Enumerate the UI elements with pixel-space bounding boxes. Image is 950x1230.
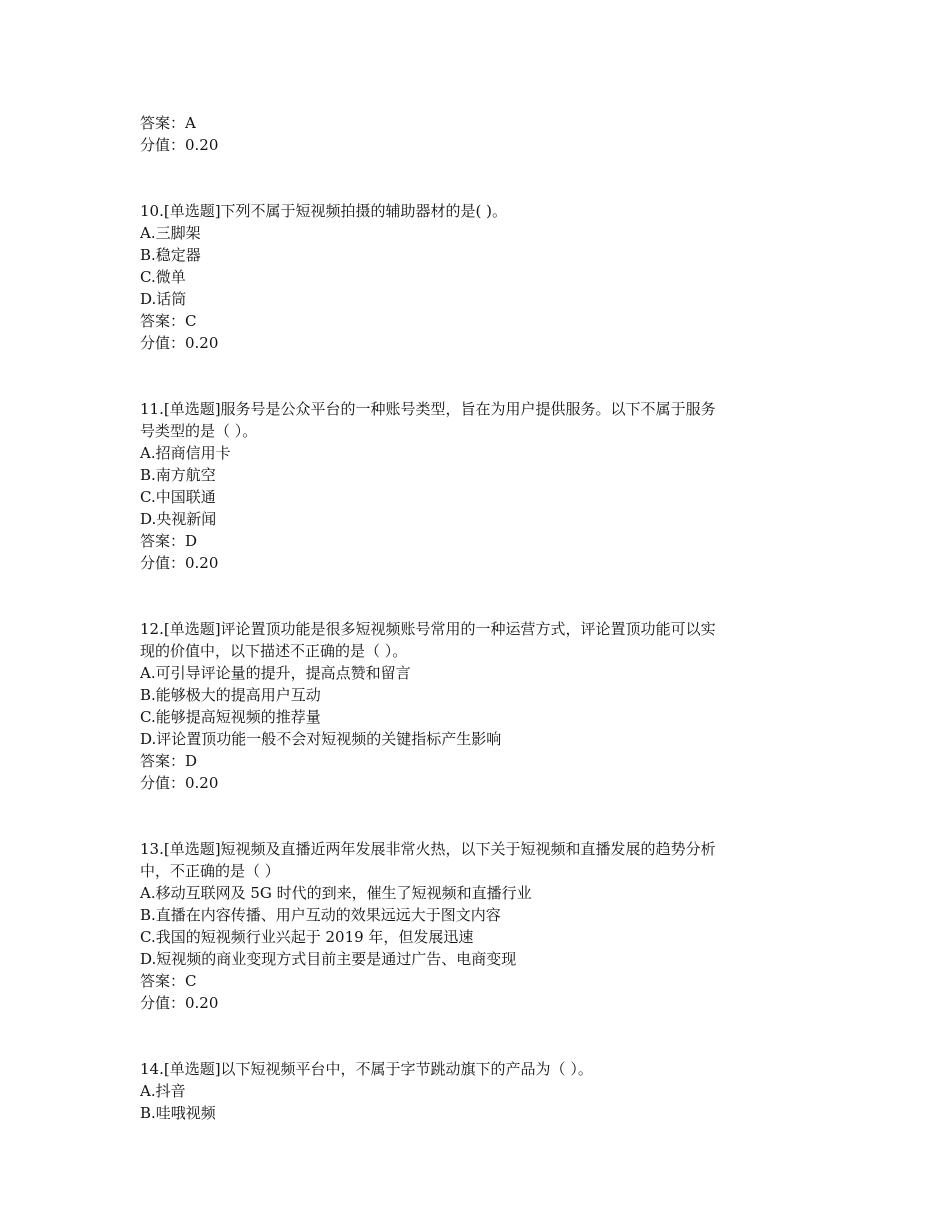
option-a: A.移动互联网及 5G 时代的到来，催生了短视频和直播行业	[140, 884, 532, 902]
option-a: A.招商信用卡	[140, 444, 231, 462]
option-c: C.能够提高短视频的推荐量	[140, 708, 321, 726]
question-stem-continued: 中，不正确的是（ ）	[140, 862, 280, 880]
spacer	[140, 574, 820, 618]
question-stem: 13.[单选题]短视频及直播近两年发展非常火热，以下关于短视频和直播发展的趋势分析	[140, 840, 716, 858]
spacer	[140, 1014, 820, 1058]
option-a: A.三脚架	[140, 224, 201, 242]
option-b: B.南方航空	[140, 466, 216, 484]
question-stem: 12.[单选题]评论置顶功能是很多短视频账号常用的一种运营方式，评论置顶功能可以实	[140, 620, 716, 638]
option-a: A.可引导评论量的提升，提高点赞和留言	[140, 664, 411, 682]
option-d: D.评论置顶功能一般不会对短视频的关键指标产生影响	[140, 730, 502, 748]
answer-line: 答案：C	[140, 972, 197, 990]
question-12	[140, 618, 820, 794]
question-stem-continued: 号类型的是（ ）。	[140, 422, 258, 440]
previous-question-tail	[140, 112, 820, 156]
option-d: D.话筒	[140, 290, 187, 308]
score-line: 分值：0.20	[140, 994, 219, 1012]
spacer	[140, 354, 820, 398]
question-13	[140, 838, 820, 1014]
score-line: 分值：0.20	[140, 774, 219, 792]
option-b: B.哇哦视频	[140, 1104, 216, 1122]
option-b: B.稳定器	[140, 246, 201, 264]
option-a: A.抖音	[140, 1082, 186, 1100]
question-stem: 10.[单选题]下列不属于短视频拍摄的辅助器材的是( )。	[140, 202, 508, 220]
answer-line: 答案：D	[140, 532, 198, 550]
answer-line: 答案：D	[140, 752, 198, 770]
document-page	[140, 112, 820, 1124]
answer-line: 答案：C	[140, 312, 197, 330]
answer-line: 答案：A	[140, 114, 196, 132]
question-10	[140, 200, 820, 354]
score-line: 分值：0.20	[140, 136, 219, 154]
question-11	[140, 398, 820, 574]
option-b: B.直播在内容传播、用户互动的效果远远大于图文内容	[140, 906, 501, 924]
option-c: C.我国的短视频行业兴起于 2019 年，但发展迅速	[140, 928, 474, 946]
spacer	[140, 156, 820, 200]
option-d: D.央视新闻	[140, 510, 217, 528]
spacer	[140, 794, 820, 838]
question-stem-continued: 现的价值中，以下描述不正确的是（ ）。	[140, 642, 408, 660]
question-stem: 14.[单选题]以下短视频平台中，不属于字节跳动旗下的产品为（ ）。	[140, 1060, 593, 1078]
option-b: B.能够极大的提高用户互动	[140, 686, 321, 704]
option-d: D.短视频的商业变现方式目前主要是通过广告、电商变现	[140, 950, 517, 968]
score-line: 分值：0.20	[140, 334, 219, 352]
question-stem: 11.[单选题]服务号是公众平台的一种账号类型，旨在为用户提供服务。以下不属于服务	[140, 400, 716, 418]
option-c: C.微单	[140, 268, 186, 286]
option-c: C.中国联通	[140, 488, 216, 506]
question-14	[140, 1058, 820, 1124]
score-line: 分值：0.20	[140, 554, 219, 572]
